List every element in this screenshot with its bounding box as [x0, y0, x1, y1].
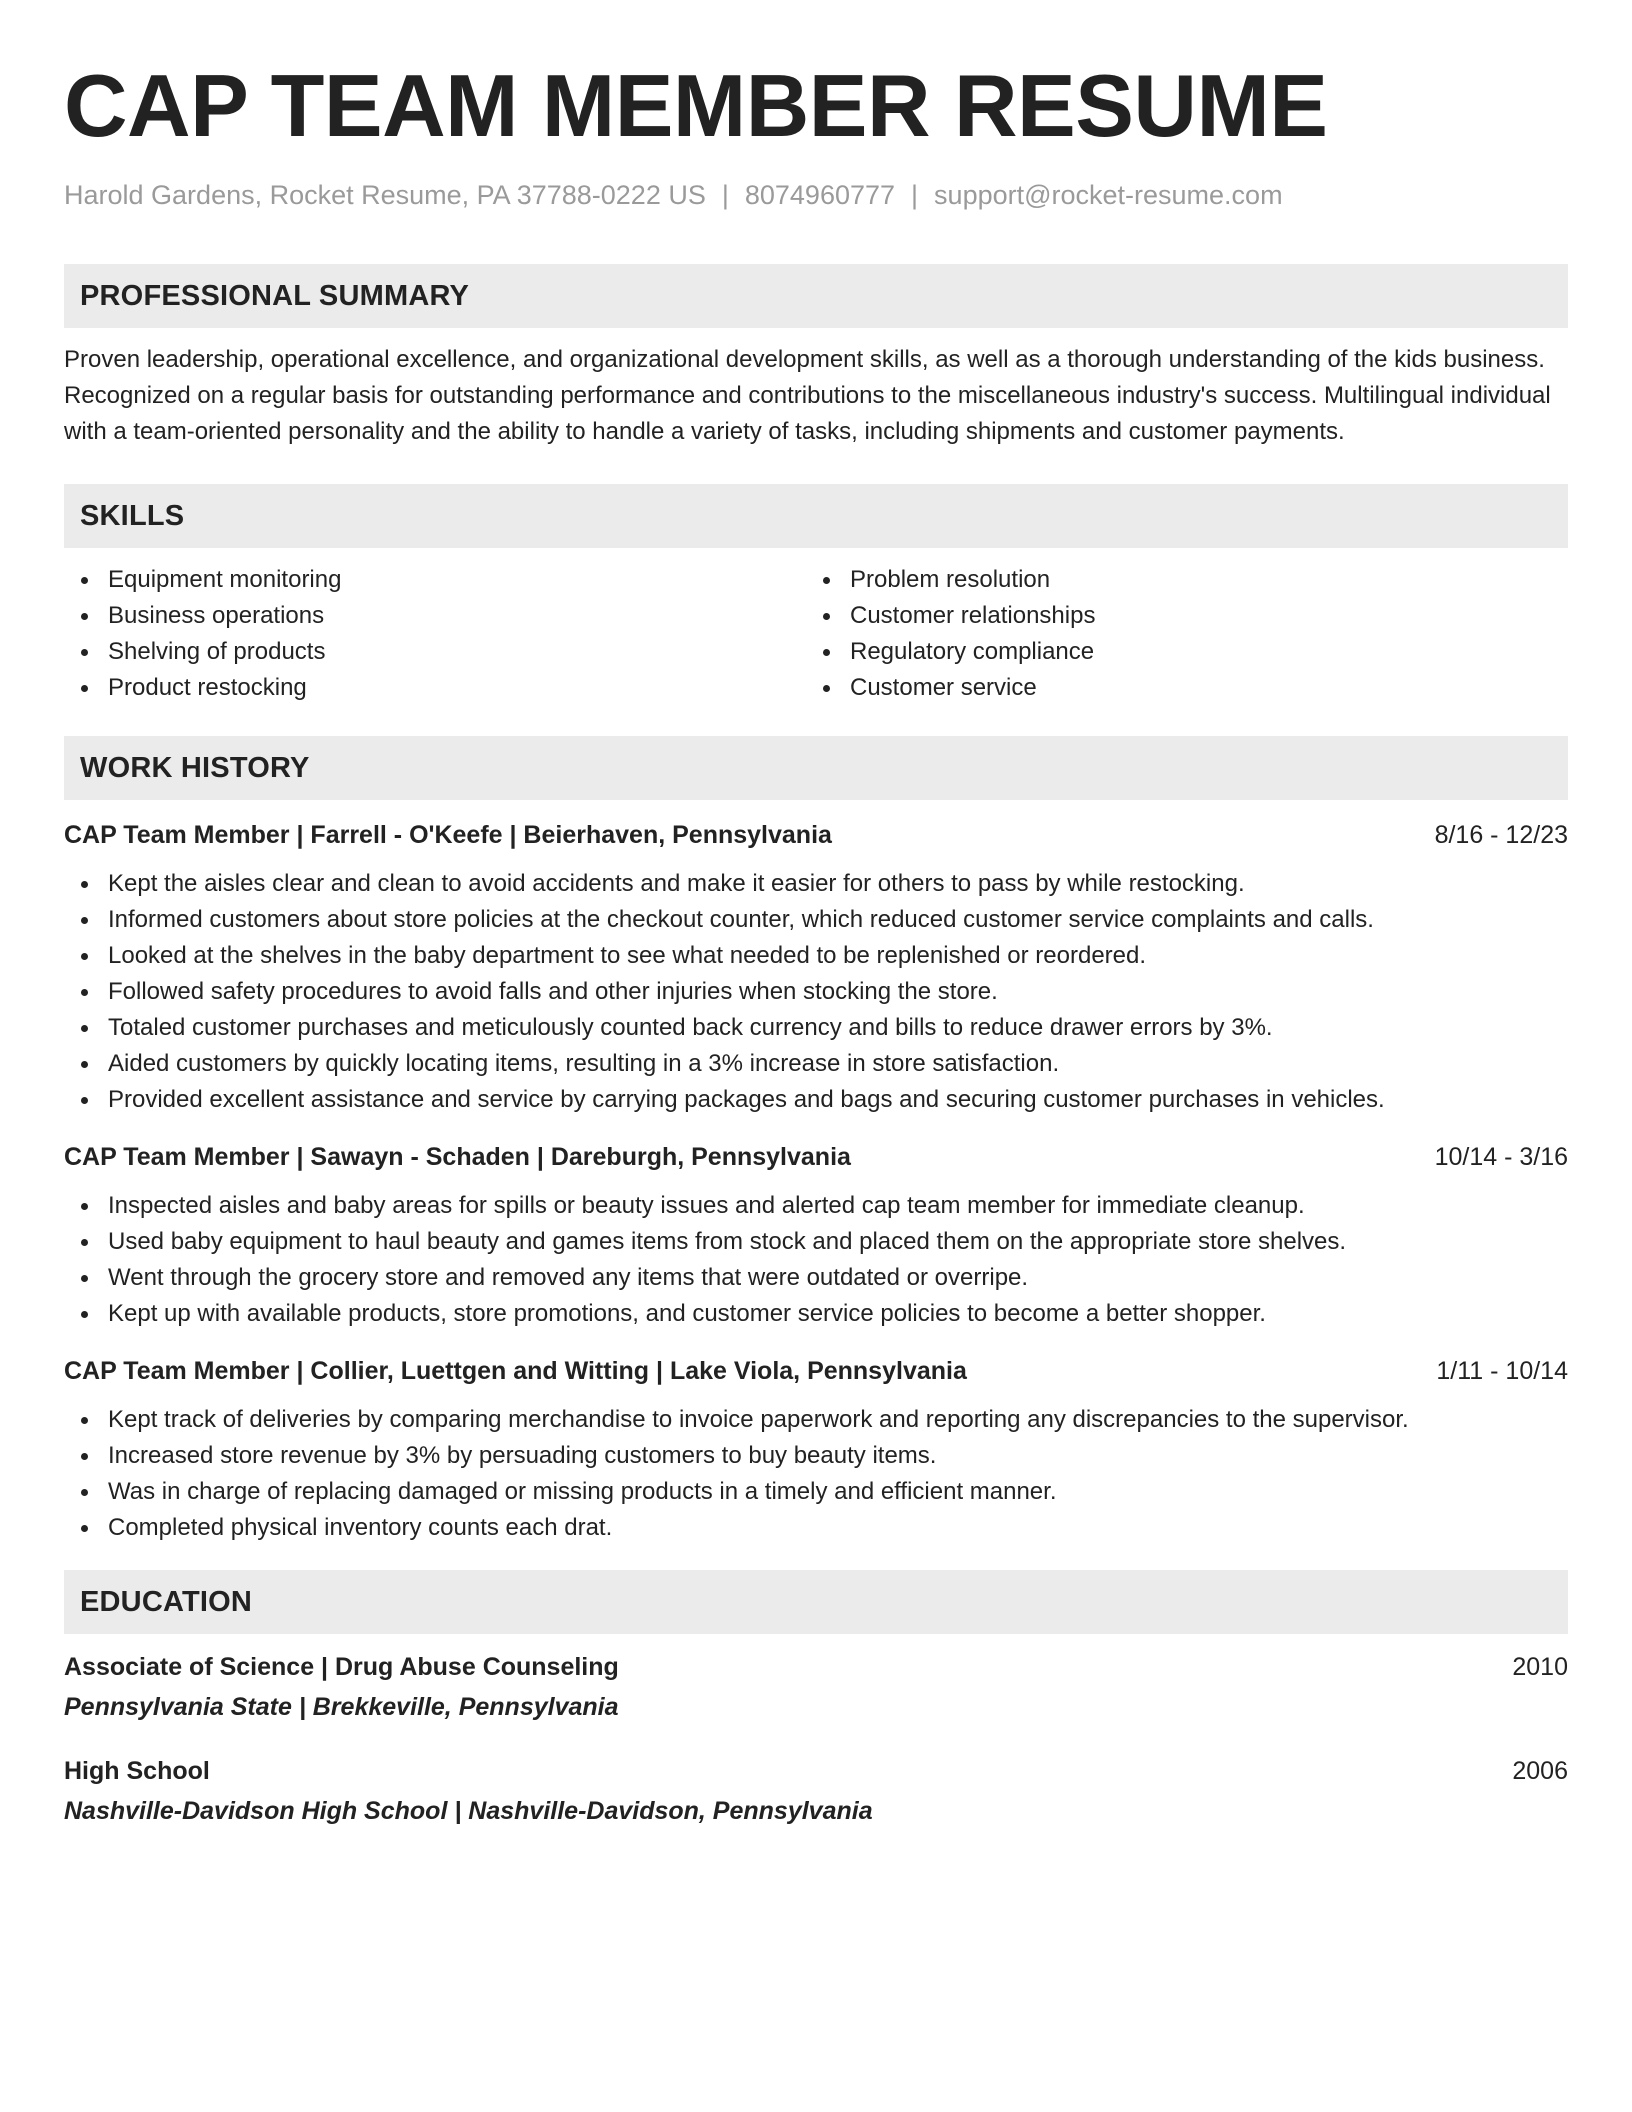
skill-item: Business operations	[64, 598, 806, 634]
skill-item: Customer relationships	[806, 598, 1548, 634]
job-bullet: Kept up with available products, store promotions, and customer service policies to become a better shopper.	[64, 1296, 1568, 1332]
job-bullets	[64, 1188, 1568, 1332]
job-entry	[64, 1140, 1568, 1332]
contact-separator: |	[721, 180, 729, 210]
contact-phone: 8074960777	[744, 180, 896, 210]
job-bullets	[64, 866, 1568, 1118]
skill-item: Shelving of products	[64, 634, 806, 670]
section-header-education: EDUCATION	[64, 1570, 1568, 1634]
education-header	[64, 1754, 1568, 1788]
job-bullet: Looked at the shelves in the baby department to see what needed to be replenished or reordered.	[64, 938, 1568, 974]
skill-item: Problem resolution	[806, 562, 1548, 598]
skill-item: Customer service	[806, 670, 1548, 706]
job-bullet: Aided customers by quickly locating items, resulting in a 3% increase in store satisfaction.	[64, 1046, 1568, 1082]
job-dates: 8/16 - 12/23	[1434, 821, 1568, 849]
education-degree: High School	[64, 1757, 210, 1785]
education-school: Nashville-Davidson High School | Nashville-Davidson, Pennsylvania	[64, 1797, 873, 1825]
job-bullet: Was in charge of replacing damaged or missing products in a timely and efficient manner.	[64, 1474, 1568, 1510]
job-dates: 1/11 - 10/14	[1436, 1357, 1568, 1385]
education-degree: Associate of Science | Drug Abuse Counseling	[64, 1653, 619, 1681]
education-header	[64, 1650, 1568, 1684]
job-entry	[64, 1354, 1568, 1546]
job-bullet: Increased store revenue by 3% by persuading customers to buy beauty items.	[64, 1438, 1568, 1474]
skill-item: Regulatory compliance	[806, 634, 1548, 670]
contact-email: support@rocket-resume.com	[934, 180, 1283, 210]
job-bullet: Totaled customer purchases and meticulously counted back currency and bills to reduce drawer errors by 3%.	[64, 1010, 1568, 1046]
skill-item: Product restocking	[64, 670, 806, 706]
job-bullet: Provided excellent assistance and service by carrying packages and bags and securing customer purchases in vehicles.	[64, 1082, 1568, 1118]
job-header	[64, 1354, 1568, 1388]
resume-content	[64, 58, 1568, 1828]
job-bullets	[64, 1402, 1568, 1546]
job-header	[64, 818, 1568, 852]
summary-text: Proven leadership, operational excellence, and organizational development skills, as well as a thorough understanding of the kids business. Recognized on a regular basis for outstanding performance and contributions to the miscellaneous industry's success. Multilingual individual with a team-oriented personality and the ability to handle a variety of tasks, including shipments and customer payments.	[64, 346, 1551, 445]
job-bullet: Used baby equipment to haul beauty and games items from stock and placed them on the appropriate store shelves.	[64, 1224, 1568, 1260]
skill-item: Equipment monitoring	[64, 562, 806, 598]
job-bullet: Kept track of deliveries by comparing merchandise to invoice paperwork and reporting any discrepancies to the supervisor.	[64, 1402, 1568, 1438]
job-bullet: Completed physical inventory counts each drat.	[64, 1510, 1568, 1546]
education-school: Pennsylvania State | Brekkeville, Pennsylvania	[64, 1693, 619, 1721]
section-header-work-history: WORK HISTORY	[64, 736, 1568, 800]
job-bullet: Followed safety procedures to avoid falls and other injuries when stocking the store.	[64, 974, 1568, 1010]
skills-column-left	[64, 562, 806, 706]
job-title: CAP Team Member | Farrell - O'Keefe | Beierhaven, Pennsylvania	[64, 821, 832, 849]
job-bullet: Went through the grocery store and removed any items that were outdated or overripe.	[64, 1260, 1568, 1296]
contact-address: Harold Gardens, Rocket Resume, PA 37788-0222 US	[64, 180, 706, 210]
job-header	[64, 1140, 1568, 1174]
section-header-summary: PROFESSIONAL SUMMARY	[64, 264, 1568, 328]
skills-grid	[64, 562, 1568, 706]
education-year: 2010	[1512, 1653, 1568, 1681]
section-header-skills: SKILLS	[64, 484, 1568, 548]
job-bullet: Kept the aisles clear and clean to avoid accidents and make it easier for others to pass by while restocking.	[64, 866, 1568, 902]
job-entry	[64, 818, 1568, 1118]
contact-line	[64, 178, 1568, 212]
job-title: CAP Team Member | Sawayn - Schaden | Dareburgh, Pennsylvania	[64, 1143, 851, 1171]
job-dates: 10/14 - 3/16	[1434, 1143, 1568, 1171]
job-title: CAP Team Member | Collier, Luettgen and Witting | Lake Viola, Pennsylvania	[64, 1357, 967, 1385]
job-bullet: Informed customers about store policies at the checkout counter, which reduced customer service complaints and calls.	[64, 902, 1568, 938]
contact-separator: |	[911, 180, 919, 210]
job-bullet: Inspected aisles and baby areas for spills or beauty issues and alerted cap team member for immediate cleanup.	[64, 1188, 1568, 1224]
skills-column-right	[806, 562, 1548, 706]
education-year: 2006	[1512, 1757, 1568, 1785]
resume-title: CAP TEAM MEMBER RESUME	[64, 56, 1328, 155]
education-entry	[64, 1754, 1568, 1828]
education-entry	[64, 1650, 1568, 1724]
